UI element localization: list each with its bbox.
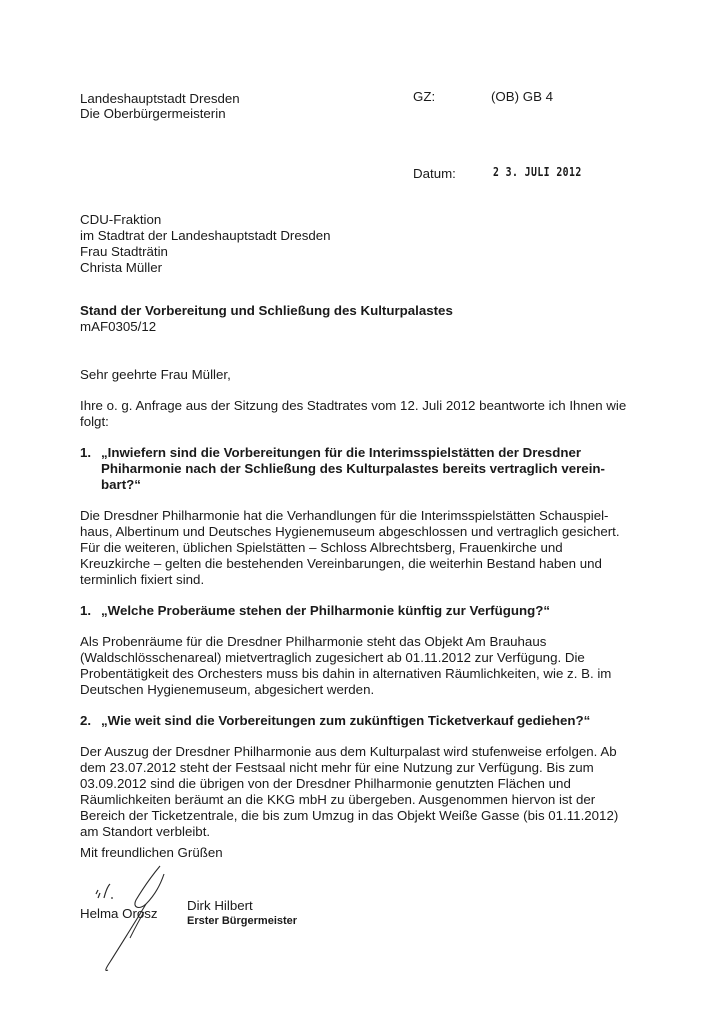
sender-line-2: Die Oberbürgermeisterin: [80, 106, 226, 121]
reference-label: GZ:: [413, 89, 436, 104]
date-label: Datum:: [413, 166, 456, 181]
reference-value: (OB) GB 4: [491, 89, 554, 104]
question-number: 1.: [80, 603, 92, 618]
intro-line: folgt:: [80, 414, 109, 429]
answer-line: Als Probenräume für die Dresdner Philharmonie steht das Objekt Am Brauhaus: [80, 634, 547, 649]
answer-line: Kreuzkirche – gelten die bestehenden Vereinbarungen, die weiterhin Bestand haben und: [80, 556, 602, 571]
answer-line: dem 23.07.2012 steht der Festsaal nicht mehr für eine Nutzung zur Verfügung. Bis zum: [80, 760, 594, 775]
question-line: bart?“: [101, 477, 141, 492]
answer-line: terminlich fixiert sind.: [80, 572, 205, 587]
answer-line: 03.09.2012 sind die übrigen von der Dresdner Philharmonie genutzten Flächen und: [80, 776, 571, 791]
question-line: Phiharmonie nach der Schließung des Kulturpalastes bereits vertraglich verein-: [101, 461, 605, 476]
subject-code: mAF0305/12: [80, 319, 157, 334]
answer-line: Bereich der Ticketzentrale, die bis zum Umzug in das Objekt Weiße Gasse (bis 01.11.2012): [80, 808, 619, 823]
intro-line: Ihre o. g. Anfrage aus der Sitzung des Stadtrates vom 12. Juli 2012 beantworte ich Ihnen wie: [80, 398, 627, 413]
closing: Mit freundlichen Grüßen: [80, 845, 223, 860]
answer-line: am Standort verbleibt.: [80, 824, 211, 839]
answer-line: Probentätigkeit des Orchesters muss bis dahin in alternativen Räumlichkeiten, wie z. B. im: [80, 666, 612, 681]
recipient-line: CDU-Fraktion: [80, 212, 162, 227]
answer-line: Räumlichkeiten beräumt an die KKG mbH zu übergeben. Ausgenommen hiervon ist der: [80, 792, 596, 807]
answer-line: Der Auszug der Dresdner Philharmonie aus dem Kulturpalast wird stufenweise erfolgen. Ab: [80, 744, 617, 759]
vertreter-title: Erster Bürgermeister: [187, 915, 298, 927]
sender-line-1: Landeshauptstadt Dresden: [80, 91, 240, 106]
question-number: 2.: [80, 713, 92, 728]
salutation: Sehr geehrte Frau Müller,: [80, 367, 231, 382]
answer-line: haus, Albertinum und Deutsches Hygienemuseum abgeschlossen und vertraglich gesichert.: [80, 524, 620, 539]
question-number: 1.: [80, 445, 92, 460]
answer-line: Deutschen Hygienemuseum, abgesichert werden.: [80, 682, 375, 697]
answer-line: (Waldschlösschenareal) mietvertraglich zugesichert ab 01.11.2012 zur Verfügung. Die: [80, 650, 585, 665]
recipient-line: im Stadtrat der Landeshauptstadt Dresden: [80, 228, 331, 243]
question-line: „Wie weit sind die Vorbereitungen zum zukünftigen Ticketverkauf gediehen?“: [101, 713, 591, 728]
vertreter-name: Dirk Hilbert: [187, 898, 253, 913]
answer-line: Die Dresdner Philharmonie hat die Verhandlungen für die Interimsspielstätten Schauspiel-: [80, 508, 609, 523]
recipient-line: Frau Stadträtin: [80, 244, 168, 259]
date-stamp: 2 3. JULI 2012: [493, 165, 582, 179]
answer-line: Für die weiteren, üblichen Spielstätten – Schloss Albrechtsberg, Frauenkirche und: [80, 540, 563, 555]
subject-title: Stand der Vorbereitung und Schließung des Kulturpalastes: [80, 303, 453, 318]
signer-name: Helma Orosz: [80, 906, 158, 921]
question-line: „Welche Proberäume stehen der Philharmonie künftig zur Verfügung?“: [101, 603, 550, 618]
recipient-line: Christa Müller: [80, 260, 163, 275]
question-line: „Inwiefern sind die Vorbereitungen für die Interimsspielstätten der Dresdner: [101, 445, 582, 460]
